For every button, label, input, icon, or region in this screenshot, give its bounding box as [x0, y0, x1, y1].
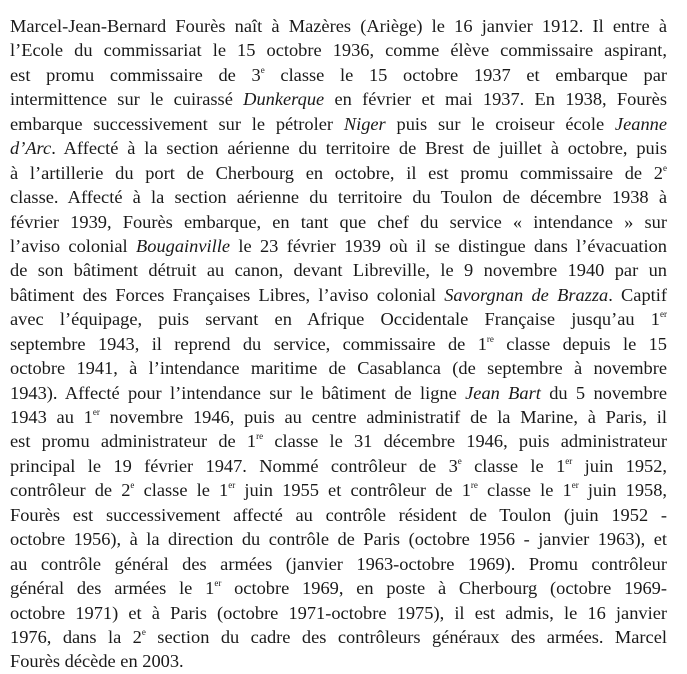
text-line — [10, 478, 667, 502]
text-run: juin 1955 et contrôleur de 1 — [235, 480, 471, 501]
text-line — [10, 332, 667, 356]
text-line-content — [10, 603, 667, 623]
ship-name-italic: Jeanne — [614, 113, 667, 134]
text-run: classe depuis le 15 — [493, 333, 667, 354]
text-line — [10, 625, 667, 649]
text-run: section du cadre des contrôleurs généraux des armées. Marcel — [145, 626, 667, 647]
text-run: intermittence sur le cuirassé — [10, 89, 244, 110]
text-run: Fourès décède en 2003. — [10, 651, 184, 672]
text-run: octobre 1969, en poste à Cherbourg (octobre 1969- — [221, 578, 667, 599]
text-run: juin 1958, — [578, 480, 667, 501]
text-line — [10, 527, 667, 551]
text-run: . Affecté à la section aérienne du territoire de Brest de juillet à octobre, puis — [51, 138, 667, 159]
ordinal-superscript: e — [130, 480, 135, 491]
text-line — [10, 356, 667, 380]
text-line — [10, 552, 667, 576]
text-line-content — [10, 627, 667, 647]
text-line-content — [10, 578, 667, 598]
text-run: à l’artillerie du port de Cherbourg en octobre, il est promu commissaire de 2 — [10, 162, 663, 183]
text-run: l’aviso colonial — [10, 235, 137, 256]
text-run: en février et mai 1937. En 1938, Fourès — [324, 89, 667, 110]
text-run: octobre 1941, à l’intendance maritime de Casablanca (de septembre à novembre — [10, 358, 667, 379]
text-line-content — [10, 480, 667, 500]
text-line — [10, 161, 667, 185]
ordinal-superscript: re — [256, 431, 264, 442]
text-line-content — [10, 358, 667, 378]
text-run: février 1939, Fourès embarque, en tant que chef du service « intendance » sur — [10, 211, 667, 232]
text-run: octobre 1956), à la direction du contrôle de Paris (octobre 1956 - janvier 1963), et — [10, 529, 667, 550]
ship-name-italic: d’Arc — [10, 138, 52, 159]
text-run: Fourès est successivement affecté au contrôle résident de Toulon (juin 1952 - — [10, 504, 667, 525]
text-run: classe le 1 — [477, 480, 572, 501]
ordinal-superscript: er — [228, 480, 236, 491]
text-run: novembre 1946, puis au centre administratif de la Marine, à Paris, il — [99, 407, 667, 427]
text-line-content — [10, 212, 667, 232]
text-run: est promu commissaire de 3 — [10, 64, 261, 85]
text-line-content — [10, 236, 667, 256]
text-line — [10, 112, 667, 136]
text-run: classe. Affecté à la section aérienne du territoire du Toulon de décembre 1938 à — [10, 187, 667, 208]
ordinal-superscript: er — [565, 455, 573, 466]
text-line-content — [10, 334, 667, 354]
text-run: bâtiment des Forces Françaises Libres, l’aviso colonial — [10, 284, 445, 305]
text-line-content — [10, 187, 667, 207]
text-line-content — [10, 65, 667, 85]
text-line-content — [10, 89, 667, 109]
ordinal-superscript: re — [486, 333, 494, 344]
text-line — [10, 283, 667, 307]
text-line-content — [10, 383, 667, 403]
ordinal-superscript: e — [663, 162, 667, 173]
text-line — [10, 405, 667, 429]
text-run: classe le 1 — [461, 455, 566, 476]
text-line-content — [10, 651, 184, 671]
text-run: général des armées le 1 — [10, 578, 215, 599]
text-line — [10, 307, 667, 331]
text-line-content — [10, 138, 667, 158]
text-line-content — [10, 285, 667, 305]
text-line — [10, 258, 667, 282]
text-line — [10, 14, 667, 38]
text-line — [10, 63, 667, 87]
text-line-content — [10, 456, 667, 476]
ordinal-superscript: er — [571, 480, 579, 491]
text-run: du 5 novembre — [540, 382, 667, 403]
ordinal-superscript: er — [92, 407, 100, 417]
text-line — [10, 185, 667, 209]
text-run: embarque successivement sur le pétroler — [10, 113, 344, 134]
ship-name-italic: Bougainville — [136, 235, 230, 256]
text-line — [10, 429, 667, 453]
text-line-content — [10, 554, 667, 574]
text-line-content — [10, 431, 667, 451]
text-run: classe le 31 décembre 1946, puis administrateur — [263, 431, 667, 452]
text-line-content — [10, 529, 667, 549]
ship-name-italic: Dunkerque — [243, 89, 325, 110]
text-run: juin 1952, — [572, 455, 667, 476]
text-line — [10, 649, 667, 673]
ordinal-superscript: e — [260, 64, 265, 75]
text-run: l’Ecole du commissariat le 15 octobre 1936, comme élève commissaire aspirant, — [10, 40, 667, 61]
text-run: septembre 1943, il reprend du service, commissaire de 1 — [10, 333, 487, 354]
text-line — [10, 136, 667, 160]
ship-name-italic: Niger — [343, 113, 386, 134]
ship-name-italic: Jean Bart — [465, 382, 541, 403]
ordinal-superscript: e — [141, 626, 146, 637]
text-run: de son bâtiment détruit au canon, devant Libreville, le 9 novembre 1940 par un — [10, 260, 667, 281]
text-run: puis sur le croiseur école — [385, 113, 615, 134]
text-run: principal le 19 février 1947. Nommé contrôleur de 3 — [10, 455, 458, 476]
ordinal-superscript: er — [660, 309, 667, 320]
text-run: au contrôle général des armées (janvier 1963-octobre 1969). Promu contrôleur — [10, 553, 667, 574]
biography-paragraph — [10, 14, 667, 674]
text-run: le 23 février 1939 où il se distingue dans l’évacuation — [230, 235, 667, 256]
text-run: Marcel-Jean-Bernard Fourès naît à Mazères (Ariège) le 16 janvier 1912. Il entre à — [10, 16, 667, 36]
text-line-content — [10, 260, 667, 280]
text-line-content — [10, 163, 667, 183]
ordinal-superscript: re — [470, 480, 478, 491]
text-run: avec l’équipage, puis servant en Afrique Occidentale Française jusqu’au 1 — [10, 309, 660, 330]
text-line-content — [10, 407, 667, 427]
text-line — [10, 576, 667, 600]
text-run: classe le 1 — [134, 480, 229, 501]
text-run: 1976, dans la 2 — [10, 626, 142, 647]
text-line — [10, 210, 667, 234]
text-line-content — [10, 309, 667, 329]
ship-name-italic: Savorgnan de Brazza — [444, 284, 609, 305]
text-run: octobre 1971) et à Paris (octobre 1971-octobre 1975), il est admis, le 16 janvier — [10, 602, 667, 623]
text-line-content — [10, 114, 667, 134]
text-line-content — [10, 505, 667, 525]
text-run: est promu administrateur de 1 — [10, 431, 257, 452]
text-line — [10, 454, 667, 478]
text-line-content — [10, 16, 667, 36]
ordinal-superscript: e — [457, 455, 462, 466]
text-run: 1943). Affecté pour l’intendance sur le bâtiment de ligne — [10, 382, 466, 403]
text-run: 1943 au 1 — [10, 407, 93, 427]
text-line — [10, 381, 667, 405]
text-run: contrôleur de 2 — [10, 480, 131, 501]
text-line — [10, 503, 667, 527]
text-line-content — [10, 40, 667, 60]
text-line — [10, 601, 667, 625]
text-line — [10, 38, 667, 62]
ordinal-superscript: er — [214, 578, 222, 589]
text-line — [10, 234, 667, 258]
text-run: . Captif — [608, 284, 667, 305]
text-run: classe le 15 octobre 1937 et embarque par — [264, 64, 667, 85]
text-line — [10, 87, 667, 111]
